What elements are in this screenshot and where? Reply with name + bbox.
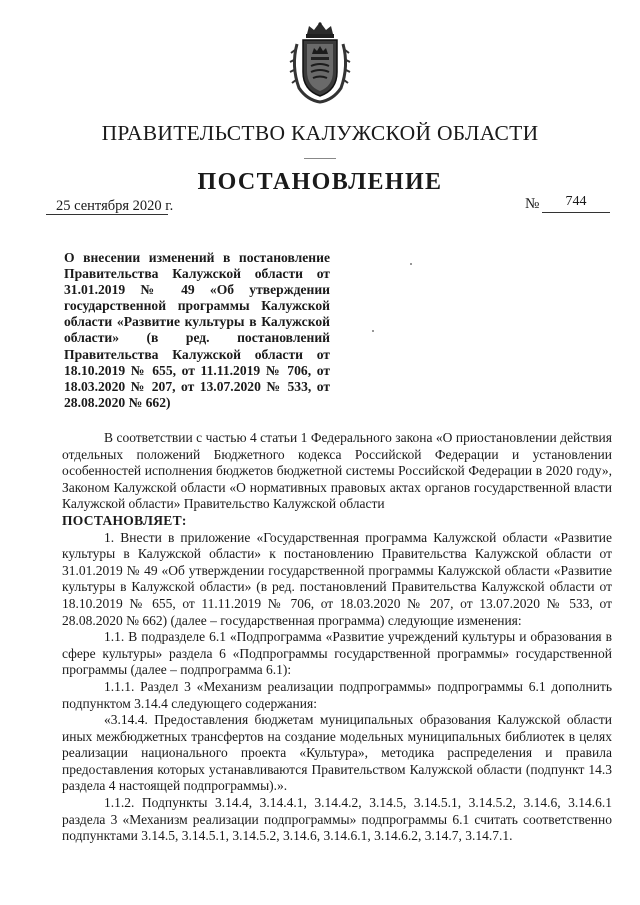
date-underline (46, 214, 168, 215)
scan-speck (410, 263, 412, 265)
document-date: 25 сентября 2020 г. (56, 198, 174, 214)
item-1-paragraph: 1. Внести в приложение «Государственная программа Калужской области «Развитие культуры в Калужской области» к постановлению Правительства Калужской области от 31.01.2019 № 49 «Об утверждении государственной программы Калужской области «Развитие культуры в Калужской области» (в ред. постановлений Правительства Калужской области от 18.10.2019 № 655, от 11.11.2019 № 706, от 18.03.2020 № 207, от 13.07.2020 № 533, от 28.08.2020 № 662) (далее – государственная программа) следующие изменения: (62, 529, 612, 628)
scan-speck (372, 330, 374, 332)
document-number: 744 (565, 194, 587, 209)
government-name: ПРАВИТЕЛЬСТВО КАЛУЖСКОЙ ОБЛАСТИ (101, 121, 539, 145)
item-1-1-1-paragraph: 1.1.1. Раздел 3 «Механизм реализации подпрограммы» подпрограммы 6.1 дополнить подпунктом 3.14.4 следующего содержания: (62, 678, 612, 711)
preamble-paragraph: В соответствии с частью 4 статьи 1 Федерального закона «О приостановлении действия отдельных положений Бюджетного кодекса Российской Федерации и установлении особенностей исполнения бюджетов бюджетной системы Российской Федерации в 2020 году», Законом Калужской области «О нормативных правовых актах органов государственной власти Калужской области» Правительство Калужской области (62, 430, 612, 512)
number-label: № (525, 196, 540, 212)
item-1-1-paragraph: 1.1. В подразделе 6.1 «Подпрограмма «Развитие учреждений культуры и образования в сфере культуры» раздела 6 «Подпрограммы государственной программы» государственной программы (далее – подпрограмма 6.1): (62, 629, 612, 678)
number-underline (542, 212, 610, 213)
item-1-1-2-paragraph: 1.1.2. Подпункты 3.14.4, 3.14.4.1, 3.14.4.2, 3.14.5, 3.14.5.1, 3.14.5.2, 3.14.6, 3.14.6.1 раздела 3 «Механизм реализации подпрограммы» подпрограммы 6.1 считать соответственно подпунктами 3.14.5, 3.14.5.1, 3.14.5.2, 3.14.6, 3.14.6.1, 3.14.6.2, 3.14.7, 3.14.7.1. (62, 795, 612, 844)
document-body (62, 430, 612, 845)
decree-word: ПОСТАНОВЛЯЕТ: (62, 512, 187, 528)
quoted-subclause-3-14-4: «3.14.4. Предоставления бюджетам муниципальных образования Калужской области иных межбюджетных трансфертов на создание модельных муниципальных библиотек в целях реализации национального проекта «Культура», методика распределения и правила предоставления которых устанавливаются Правительством Калужской области (подпункт 14.3 раздела 4 настоящей подпрограммы).». (62, 712, 612, 794)
document-subject: О внесении изменений в постановление Правительства Калужской области от 31.01.2019 № 49 «Об утверждении государственной программы Калужской области «Развитие культуры в Калужской области» (в ред. постановлений Правительства Калужской области от 18.10.2019 № 655, от 11.11.2019 № 706, от 18.03.2020 № 207, от 13.07.2020 № 533, от 28.08.2020 № 662) (64, 250, 330, 410)
kaluga-coat-of-arms-icon (289, 20, 351, 104)
document-type-title: ПОСТАНОВЛЕНИЕ (197, 169, 443, 195)
title-divider (304, 158, 336, 159)
